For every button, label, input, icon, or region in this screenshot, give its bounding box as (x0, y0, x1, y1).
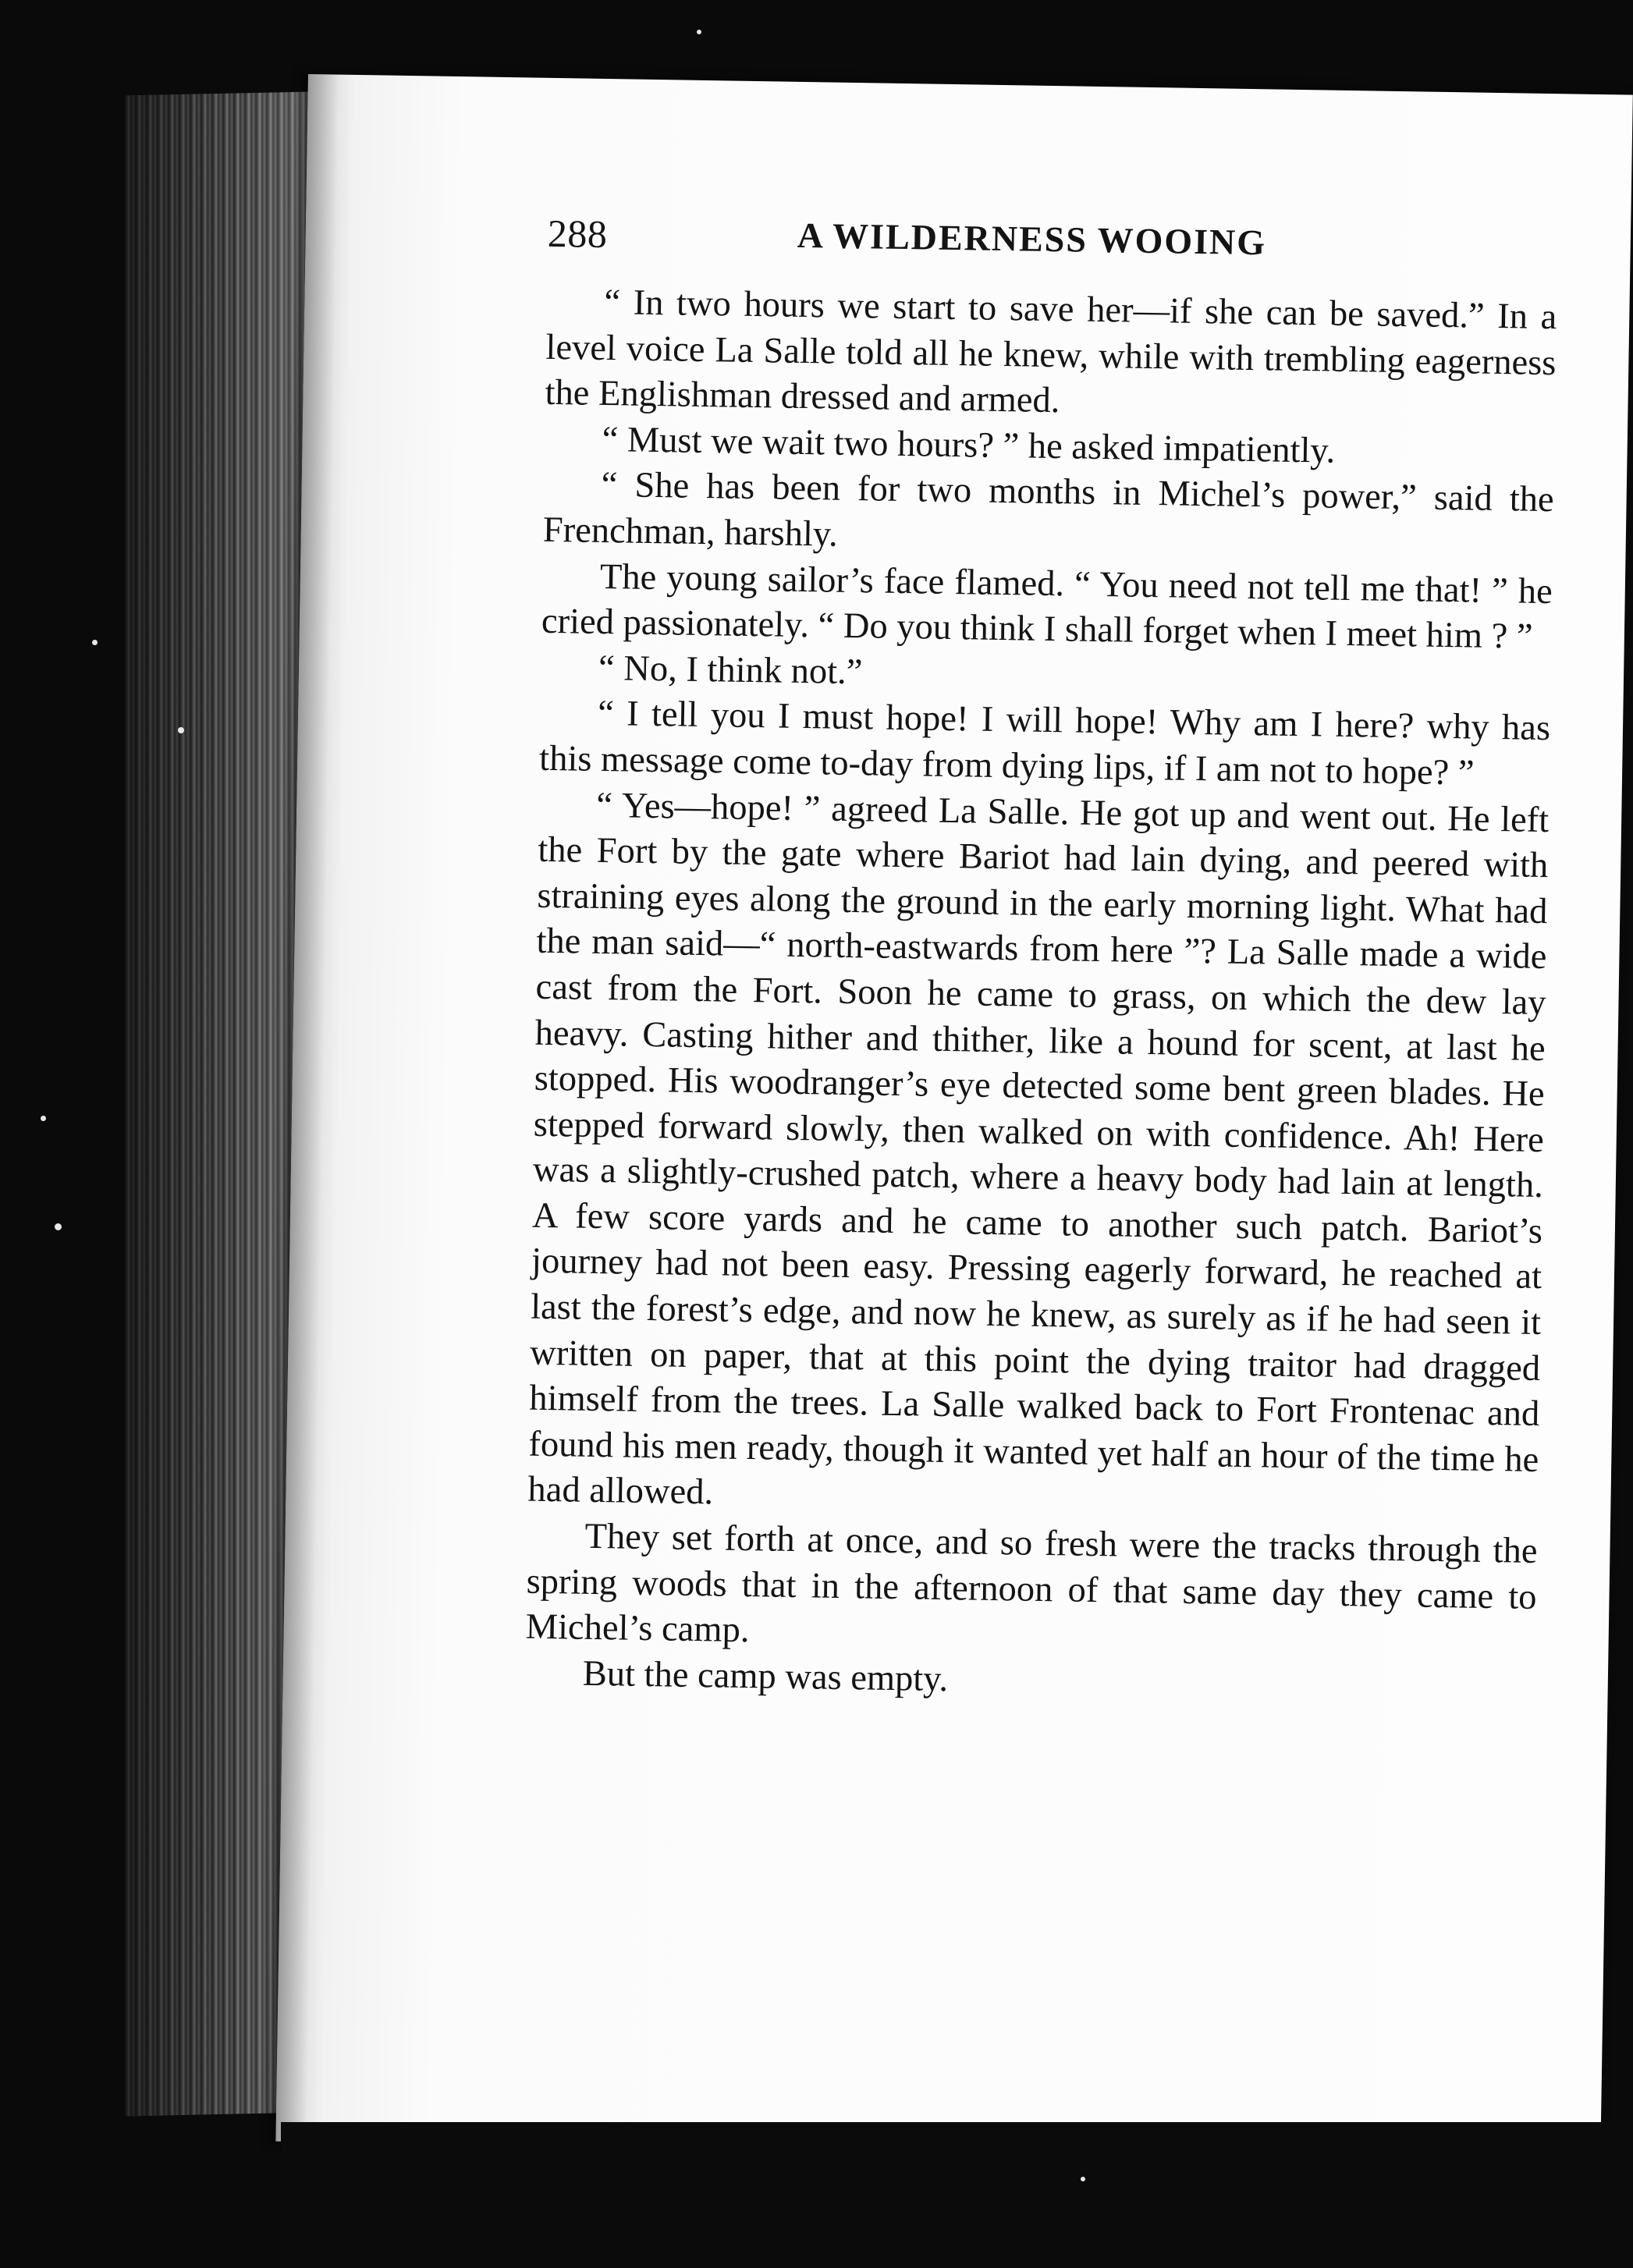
dust-speck (697, 30, 701, 34)
paragraph: “ Yes—hope! ” agreed La Salle. He got up and went out. He left the Fort by the gate where Bariot had lain dying, and peered with straining eyes along the ground in the early morning light. What had the man said—“ north-eastwards from here ”? La Salle made a wide cast from the Fort. Soon he came to grass, on which the dew lay heavy. Casting hither and thither, like a hound for scent, at last he stopped. His woodranger’s eye detected some bent green blades. He stepped forward slowly, then walked on with confidence. Ah! Here was a slightly-crushed patch, where a heavy body had lain at length. A few score yards and he came to another such patch. Bariot’s journey had not been easy. Pressing eagerly forward, he reached at last the forest’s edge, and now he knew, as surely as if he had seen it written on paper, that at this point the dying traitor had dragged himself from the trees. La Salle walked back to Fort Frontenac and found his men ready, though it wanted yet half an hour of the time he had allowed. (527, 785, 1550, 1513)
paragraph: “ No, I think not.” (598, 648, 863, 692)
paragraph: “ In two hours we start to save her—if she can be saved.” In a level voice La Salle told all he knew, while with trembling eagerness the Englishman dressed and armed. (545, 282, 1557, 421)
bottom-shadow (281, 2122, 1633, 2268)
dust-speck (1081, 2177, 1085, 2181)
dust-speck (92, 640, 98, 645)
page-number: 288 (547, 211, 608, 257)
running-head (547, 211, 1558, 289)
paragraph: The young sailor’s face flamed. “ You need not tell me that! ” he cried passionately. “ Do you think I shall forget when I meet him ? ” (541, 556, 1553, 657)
running-title: A WILDERNESS WOOING (797, 215, 1267, 263)
dust-speck (178, 727, 184, 733)
paragraph: But the camp was empty. (582, 1653, 949, 1699)
dust-speck (41, 1116, 46, 1121)
dust-speck (55, 1223, 62, 1230)
paragraph: “ She has been for two months in Michel’s power,” said the Frenchman, harshly. (542, 465, 1555, 555)
paragraph: “ I tell you I must hope! I will hope! Why am I here? why has this message come to-day from dying lips, if I am not to hope? ” (538, 694, 1551, 793)
page-content (524, 211, 1558, 1713)
body-text (524, 279, 1557, 1713)
book-page (275, 74, 1632, 2162)
paragraph: “ Must we wait two hours? ” he asked impatiently. (602, 419, 1336, 471)
paragraph: They set forth at once, and so fresh were the tracks through the spring woods that in the afternoon of that same day they came to Michel’s camp. (525, 1516, 1538, 1651)
